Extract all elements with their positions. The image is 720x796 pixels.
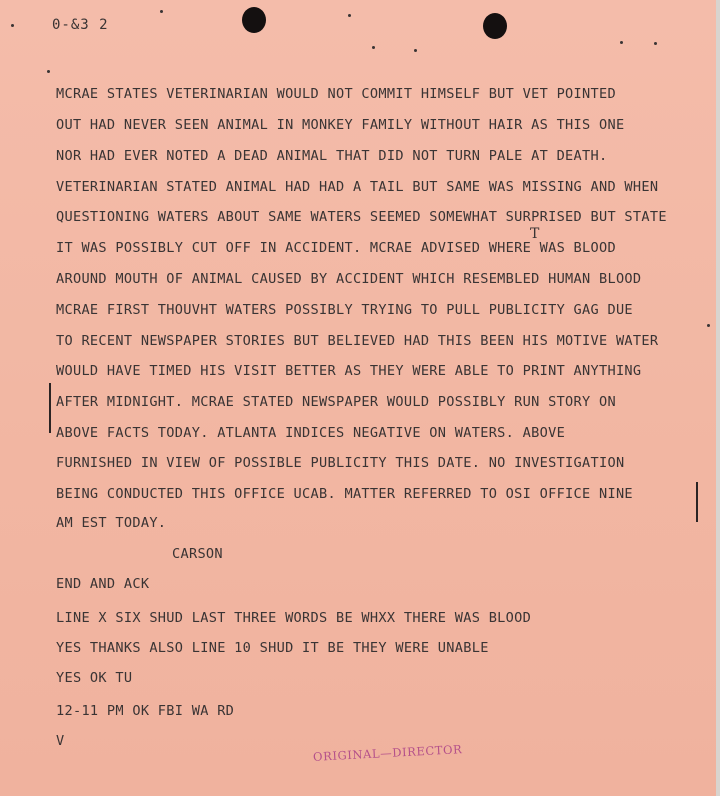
body-line: MCRAE FIRST THOUVHT WATERS POSSIBLY TRYING TO PULL PUBLICITY GAG DUE xyxy=(56,302,633,318)
margin-bracket-left xyxy=(49,383,51,433)
body-line: AM EST TODAY. xyxy=(56,515,167,531)
body-line: QUESTIONING WATERS ABOUT SAME WATERS SEEMED SOMEWHAT SURPRISED BUT STATE xyxy=(56,209,667,225)
ink-speck xyxy=(620,41,623,44)
body-line: BEING CONDUCTED THIS OFFICE UCAB. MATTER REFERRED TO OSI OFFICE NINE xyxy=(56,486,633,502)
ink-speck xyxy=(160,10,163,13)
body-line: TO RECENT NEWSPAPER STORIES BUT BELIEVED HAD THIS BEEN HIS MOTIVE WATER xyxy=(56,333,659,349)
closing-line: LINE X SIX SHUD LAST THREE WORDS BE WHXX THERE WAS BLOOD xyxy=(56,610,532,626)
body-line: AROUND MOUTH OF ANIMAL CAUSED BY ACCIDENT WHICH RESEMBLED HUMAN BLOOD xyxy=(56,271,642,287)
ink-speck xyxy=(654,42,657,45)
ink-speck xyxy=(372,46,375,49)
page-edge xyxy=(716,0,720,796)
closing-line: V xyxy=(56,733,65,749)
body-line: MCRAE STATES VETERINARIAN WOULD NOT COMMIT HIMSELF BUT VET POINTED xyxy=(56,86,616,102)
closing-line: YES OK TU xyxy=(56,670,133,686)
closing-line: END AND ACK xyxy=(56,576,150,592)
ink-speck xyxy=(348,14,351,17)
closing-line: 12-11 PM OK FBI WA RD xyxy=(56,703,235,719)
original-director-stamp: ORIGINAL—DIRECTOR xyxy=(312,742,463,764)
body-line: NOR HAD EVER NOTED A DEAD ANIMAL THAT DID NOT TURN PALE AT DEATH. xyxy=(56,148,608,164)
signer-name: CARSON xyxy=(172,546,223,562)
ink-speck xyxy=(11,24,14,27)
ink-speck xyxy=(47,70,50,73)
ink-speck xyxy=(414,49,417,52)
body-line: OUT HAD NEVER SEEN ANIMAL IN MONKEY FAMILY WITHOUT HAIR AS THIS ONE xyxy=(56,117,625,133)
body-line: WOULD HAVE TIMED HIS VISIT BETTER AS THEY WERE ABLE TO PRINT ANYTHING xyxy=(56,363,642,379)
body-line: FURNISHED IN VIEW OF POSSIBLE PUBLICITY THIS DATE. NO INVESTIGATION xyxy=(56,455,625,471)
body-line: VETERINARIAN STATED ANIMAL HAD HAD A TAIL BUT SAME WAS MISSING AND WHEN xyxy=(56,179,659,195)
document-reference: 0-&3 2 xyxy=(52,17,109,33)
body-line: ABOVE FACTS TODAY. ATLANTA INDICES NEGATIVE ON WATERS. ABOVE xyxy=(56,425,566,441)
ink-speck xyxy=(707,324,710,327)
punch-hole-left xyxy=(242,7,266,33)
body-line: AFTER MIDNIGHT. MCRAE STATED NEWSPAPER WOULD POSSIBLY RUN STORY ON xyxy=(56,394,616,410)
body-line: IT WAS POSSIBLY CUT OFF IN ACCIDENT. MCRAE ADVISED WHERE WAS BLOOD xyxy=(56,240,616,256)
margin-bracket-right xyxy=(696,482,698,522)
punch-hole-right xyxy=(483,13,507,39)
handwritten-insert-mark: T xyxy=(530,226,540,242)
closing-line: YES THANKS ALSO LINE 10 SHUD IT BE THEY WERE UNABLE xyxy=(56,640,489,656)
